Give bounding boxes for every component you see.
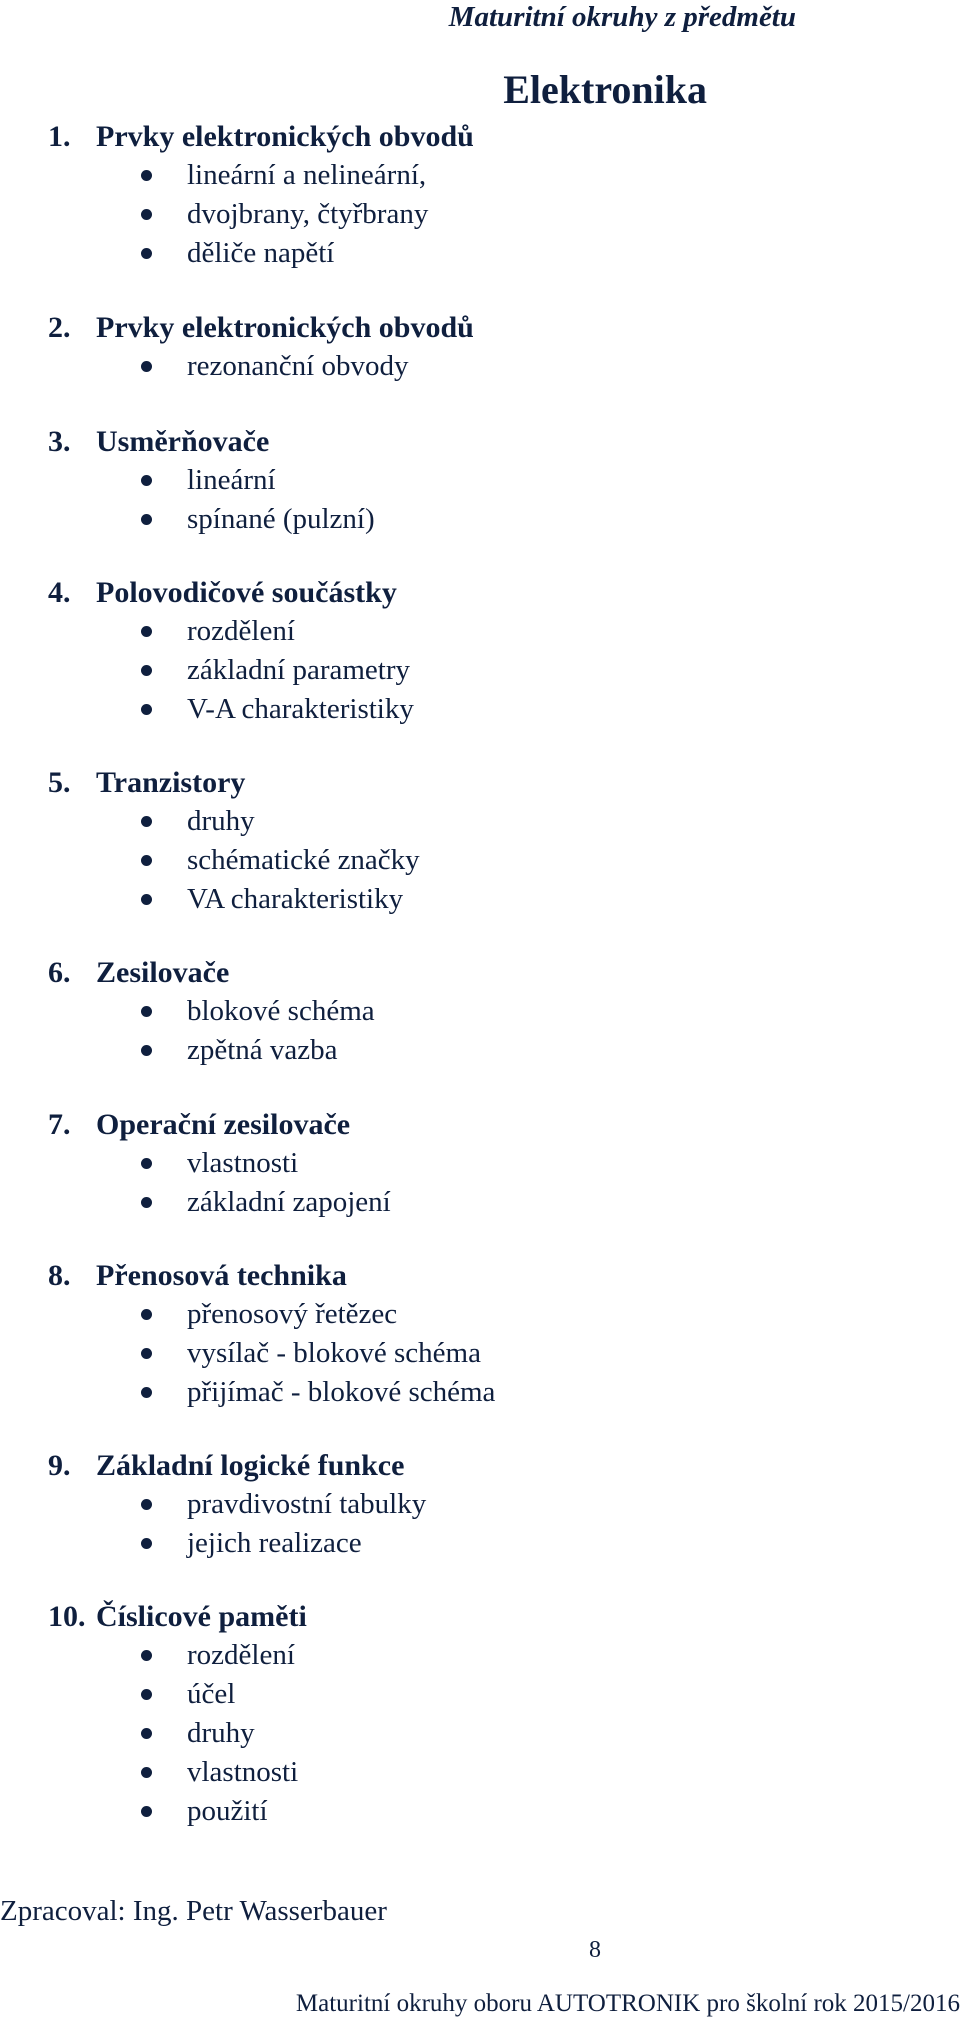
list-item-text: blokové schéma (187, 995, 375, 1027)
topic-heading (48, 310, 474, 346)
bullet-icon (141, 1767, 152, 1778)
bullet-icon (141, 1650, 152, 1661)
list-item-text: pravdivostní tabulky (187, 1488, 427, 1520)
list-item (187, 501, 375, 537)
list-item (187, 803, 255, 839)
list-item-text: rozdělení (187, 1639, 295, 1671)
bullet-icon (141, 855, 152, 866)
list-item (187, 1793, 268, 1829)
list-item-text: účel (187, 1678, 236, 1710)
list-item (187, 157, 426, 193)
topic-number: 3. (48, 425, 71, 458)
bullet-icon (141, 209, 152, 220)
list-item-text: jejich realizace (187, 1527, 362, 1559)
page-number: 8 (589, 1937, 601, 1963)
list-item-text: vysílač - blokové schéma (187, 1337, 481, 1369)
list-item-text: VA charakteristiky (187, 883, 404, 915)
list-item (187, 1715, 255, 1751)
list-item-text: druhy (187, 805, 255, 837)
list-item-text: lineární a nelineární, (187, 159, 427, 191)
bullet-icon (141, 361, 152, 372)
list-item (187, 196, 428, 232)
bullet-icon (141, 1538, 152, 1549)
topic-heading (48, 119, 474, 155)
list-item-text: dvojbrany, čtyřbrany (187, 198, 429, 230)
topic-heading (48, 1599, 307, 1635)
list-item (187, 1296, 397, 1332)
list-item (187, 1374, 495, 1410)
list-item (187, 1335, 481, 1371)
list-item-text: vlastnosti (187, 1756, 299, 1788)
topic-heading (48, 1448, 404, 1484)
topic-number: 8. (48, 1259, 71, 1292)
list-item-text: lineární (187, 464, 276, 496)
bullet-icon (141, 1387, 152, 1398)
topic-number: 10. (48, 1600, 86, 1633)
document-subtitle: Maturitní okruhy z předmětu (448, 1, 796, 33)
list-item (187, 842, 420, 878)
list-item (187, 993, 375, 1029)
bullet-icon (141, 1158, 152, 1169)
list-item (187, 613, 295, 649)
list-item (187, 1754, 298, 1790)
topic-title: Operační zesilovače (96, 1108, 351, 1141)
bullet-icon (141, 894, 152, 905)
topic-heading (48, 955, 229, 991)
list-item-text: vlastnosti (187, 1147, 299, 1179)
list-item (187, 881, 403, 917)
list-item (187, 1486, 426, 1522)
bullet-icon (141, 514, 152, 525)
topic-number: 4. (48, 576, 71, 609)
topic-title: Prvky elektronických obvodů (96, 311, 474, 344)
bullet-icon (141, 1499, 152, 1510)
list-item (187, 1032, 338, 1068)
topic-heading (48, 424, 269, 460)
author-line: Zpracoval: Ing. Petr Wasserbauer (0, 1895, 387, 1927)
list-item (187, 1676, 235, 1712)
topic-title: Tranzistory (96, 766, 246, 799)
list-item-text: rozdělení (187, 615, 295, 647)
topic-title: Usměrňovače (96, 425, 270, 458)
bullet-icon (141, 1728, 152, 1739)
list-item-text: děliče napětí (187, 237, 335, 269)
list-item-text: schématické značky (187, 844, 420, 876)
topic-number: 9. (48, 1449, 71, 1482)
list-item-text: přijímač - blokové schéma (187, 1376, 496, 1408)
bullet-icon (141, 665, 152, 676)
list-item-text: spínané (pulzní) (187, 503, 375, 535)
list-item (187, 652, 410, 688)
list-item (187, 348, 408, 384)
topic-title: Zesilovače (96, 956, 230, 989)
bullet-icon (141, 1197, 152, 1208)
topic-number: 5. (48, 766, 71, 799)
document-title: Elektronika (503, 67, 707, 112)
topic-heading (48, 765, 245, 801)
topic-number: 6. (48, 956, 71, 989)
bullet-icon (141, 1348, 152, 1359)
bullet-icon (141, 475, 152, 486)
list-item-text: V-A charakteristiky (187, 693, 414, 725)
footer-note: Maturitní okruhy oboru AUTOTRONIK pro školní rok 2015/2016 (295, 1990, 960, 2017)
topic-heading (48, 575, 397, 611)
topic-title: Číslicové paměti (96, 1600, 307, 1633)
bullet-icon (141, 1689, 152, 1700)
list-item (187, 1637, 295, 1673)
bullet-icon (141, 170, 152, 181)
list-item (187, 1525, 362, 1561)
bullet-icon (141, 1045, 152, 1056)
topic-heading (48, 1107, 350, 1143)
list-item (187, 1145, 298, 1181)
list-item-text: základní parametry (187, 654, 411, 686)
topic-heading (48, 1258, 347, 1294)
list-item (187, 235, 334, 271)
bullet-icon (141, 1309, 152, 1320)
list-item (187, 691, 414, 727)
topic-number: 7. (48, 1108, 71, 1141)
bullet-icon (141, 1006, 152, 1017)
bullet-icon (141, 1806, 152, 1817)
list-item-text: přenosový řetězec (187, 1298, 398, 1330)
list-item-text: použití (187, 1795, 268, 1827)
topic-title: Polovodičové součástky (96, 576, 397, 609)
list-item-text: základní zapojení (187, 1186, 391, 1218)
topic-number: 1. (48, 120, 71, 153)
bullet-icon (141, 626, 152, 637)
topic-title: Prvky elektronických obvodů (96, 120, 474, 153)
bullet-icon (141, 704, 152, 715)
topic-title: Základní logické funkce (96, 1449, 405, 1482)
list-item-text: rezonanční obvody (187, 350, 409, 382)
list-item-text: zpětná vazba (187, 1034, 338, 1066)
list-item (187, 462, 276, 498)
list-item-text: druhy (187, 1717, 255, 1749)
bullet-icon (141, 248, 152, 259)
topic-number: 2. (48, 311, 71, 344)
bullet-icon (141, 816, 152, 827)
topic-title: Přenosová technika (96, 1259, 347, 1292)
list-item (187, 1184, 391, 1220)
